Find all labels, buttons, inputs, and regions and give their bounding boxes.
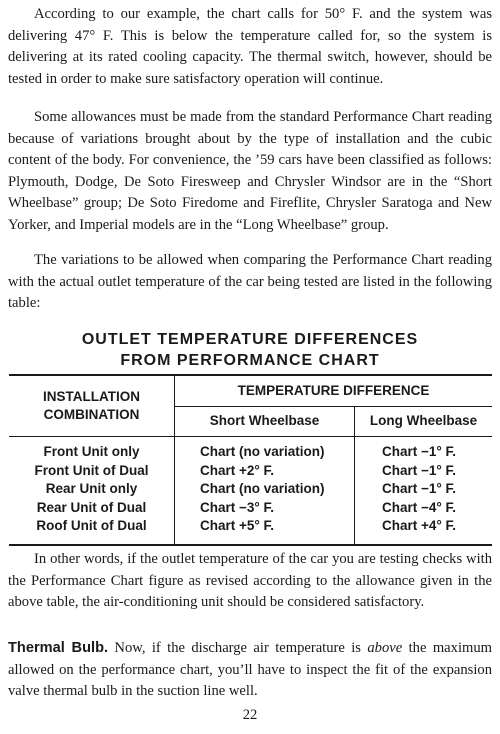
table-row [9, 437, 492, 462]
short-wheelbase-cell: Chart +2° F. [175, 462, 355, 481]
installation-cell: Front Unit only [9, 437, 175, 462]
paragraph-variations: The variations to be allowed when comparing the Performance Chart reading with the actual outlet temperature of the car being tested are listed in the following table: [8, 252, 492, 311]
table-title-line-2: FROM PERFORMANCE CHART [120, 352, 380, 369]
header-temperature-difference: TEMPERATURE DIFFERENCE [175, 375, 493, 407]
table-row [9, 517, 492, 545]
header-installation-line-1: INSTALLATION [43, 388, 140, 404]
header-short-wheelbase: Short Wheelbase [175, 407, 355, 437]
page-number: 22 [242, 707, 258, 723]
short-wheelbase-cell: Chart −3° F. [175, 499, 355, 518]
table-row [9, 462, 492, 481]
installation-cell: Roof Unit of Dual [9, 517, 175, 545]
installation-cell: Rear Unit only [9, 480, 175, 499]
long-wheelbase-cell: Chart −1° F. [382, 481, 457, 496]
long-wheelbase-cell: Chart −1° F. [382, 444, 457, 459]
long-wheelbase-cell: Chart −1° F. [382, 462, 457, 478]
header-installation-line-2: COMBINATION [43, 407, 140, 422]
installation-cell: Front Unit of Dual [9, 462, 175, 481]
thermal-bulb-text-before: Now, if the discharge air temperature is [108, 640, 368, 656]
header-long-wheelbase: Long Wheelbase [355, 407, 493, 437]
long-wheelbase-cell: Chart +4° F. [355, 517, 493, 545]
paragraph-allowances: Some allowances must be made from the standard Performance Chart reading because of variations brought about by the type of installation and the cubic content of the body. For convenience, the ’59 cars have been classified as follows: Plymouth, Dodge, De Soto Firesweep and Chrysler Windsor are in the “Short Wheelbase” group; De Soto Firedome and Fireflite, Chrysler Saratoga and New Yorker, and Imperial models are in the “Long Wheelbase” group. [8, 109, 492, 233]
long-wheelbase-cell: Chart −4° F. [382, 499, 457, 515]
table-title-line-1: OUTLET TEMPERATURE DIFFERENCES [81, 331, 419, 348]
table-row [9, 499, 492, 518]
header-installation-combination [9, 375, 175, 437]
thermal-bulb-emphasis: above [367, 640, 403, 656]
table-row [9, 480, 492, 499]
paragraph-example: According to our example, the chart calls for 50° F. and the system was delivering 47° F. This is below the temperature called for, so the system is delivering at its rated cooling capacity. The thermal switch, however, should be tested in order to make sure satisfactory operation will continue. [8, 6, 492, 87]
short-wheelbase-cell: Chart (no variation) [175, 437, 355, 462]
installation-cell: Rear Unit of Dual [9, 499, 175, 518]
table-title [8, 329, 492, 371]
temperature-difference-table [9, 374, 492, 546]
paragraph-thermal-bulb [8, 638, 492, 703]
short-wheelbase-cell: Chart (no variation) [175, 480, 355, 499]
thermal-bulb-text-after: the maximum allowed on the performance chart, you’ll have to inspect the fit of the expansion valve thermal bulb in the suction line well. [8, 640, 493, 699]
thermal-bulb-heading: Thermal Bulb. [8, 640, 109, 656]
paragraph-conclusion: In other words, if the outlet temperature of the car you are testing checks with the Performance Chart figure as revised according to the allowance given in the above table, the air-conditioning unit should be considered satisfactory. [8, 551, 492, 610]
short-wheelbase-cell: Chart +5° F. [175, 517, 355, 545]
